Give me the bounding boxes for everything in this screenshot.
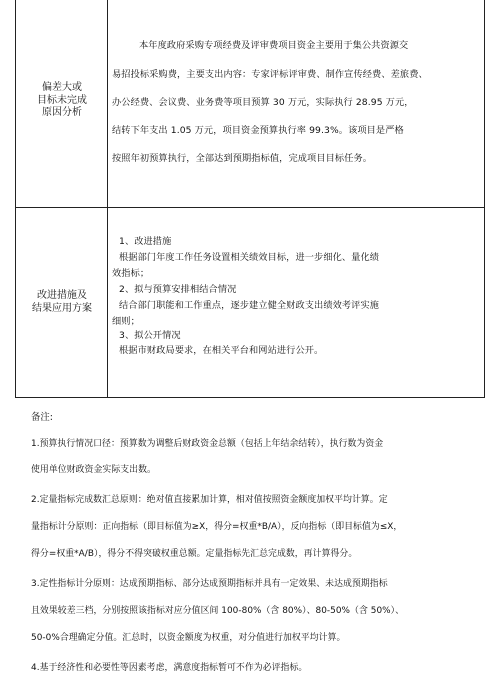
table-row-divider [15,207,485,208]
evaluation-table [15,0,485,398]
row2-line: 效指标； [112,268,150,279]
table-border-bottom [15,397,485,398]
notes-title: 备注: [31,412,53,423]
notes-line: 2.定量指标完成数汇总原则：绝对值直接累加计算，相对值按照资金额度加权平均计算。定 [31,495,388,505]
row2-line: 1、改进措施 [119,236,172,247]
notes-line: 1.预算执行情况口径：预算数为调整后财政资金总额（包括上年结余结转），执行数为资金 [31,439,384,449]
row1-line: 办公经费、会议费、业务费等项目预算 30 万元，实际执行 28.95 万元， [112,97,414,108]
notes-line: 且效果较差三档，分别按照该指标对应分值区间 100-80%（含 80%）、80-50%（含 50%）、 [31,606,405,616]
notes-line: 4.基于经济性和必要性等因素考虑，满意度指标暂可不作为必评指标。 [31,663,308,673]
notes-line: 得分=权重*A/B），得分不得突破权重总额。定量指标先汇总完成数，再计算得分。 [31,549,358,559]
notes-line: 50-0%合理确定分值。汇总时，以资金额度为权重，对分值进行加权平均计算。 [31,633,346,643]
row2-line: 2、拟与预算安排相结合情况 [119,284,237,295]
label-line: 结果应用方案 [32,302,92,314]
notes-line: 使用单位财政资金实际支出数。 [31,465,156,475]
notes-line: 量指标计分原则：正向指标（即目标值为≥X，得分=权重*B/A），反向指标（即目标值为≤X， [31,522,403,532]
table-border-right [484,0,485,398]
label-line: 偏差大或 [42,82,82,93]
row2-line: 3、拟公开情况 [119,330,181,341]
notes-line: 3.定性指标计分原则：达成预期指标、部分达成预期指标并具有一定效果、未达成预期指标 [31,579,388,589]
row1-line: 易招投标采购费，主要支出内容：专家评标评审费、制作宣传经费、差旅费、 [112,69,428,80]
table-column-divider [107,0,108,398]
row1-line: 按照年初预算执行，全部达到预期指标值，完成项目目标任务。 [112,153,373,164]
row1-line: 本年度政府采购专项经费及评审费项目资金主要用于集公共资源交 [139,40,409,51]
label-line: 原因分析 [42,107,82,118]
row-label-deviation-analysis [17,82,107,120]
label-line: 改进措施及 [37,290,87,301]
table-border-left [15,0,16,398]
row2-line: 根据部门年度工作任务设置相关绩效目标，进一步细化、量化绩 [119,252,380,263]
row1-line: 结转下年支出 1.05 万元，项目资金预算执行率 99.3%。该项目是严格 [112,125,404,136]
label-line: 目标未完成 [37,94,87,106]
row2-line: 根据市财政局要求，在相关平台和网站进行公开。 [119,345,324,356]
row2-line: 细则； [112,316,140,327]
row2-line: 结合部门职能和工作重点，逐步建立健全财政支出绩效考评实施 [119,300,380,311]
row-label-improvement-plan [17,290,107,315]
